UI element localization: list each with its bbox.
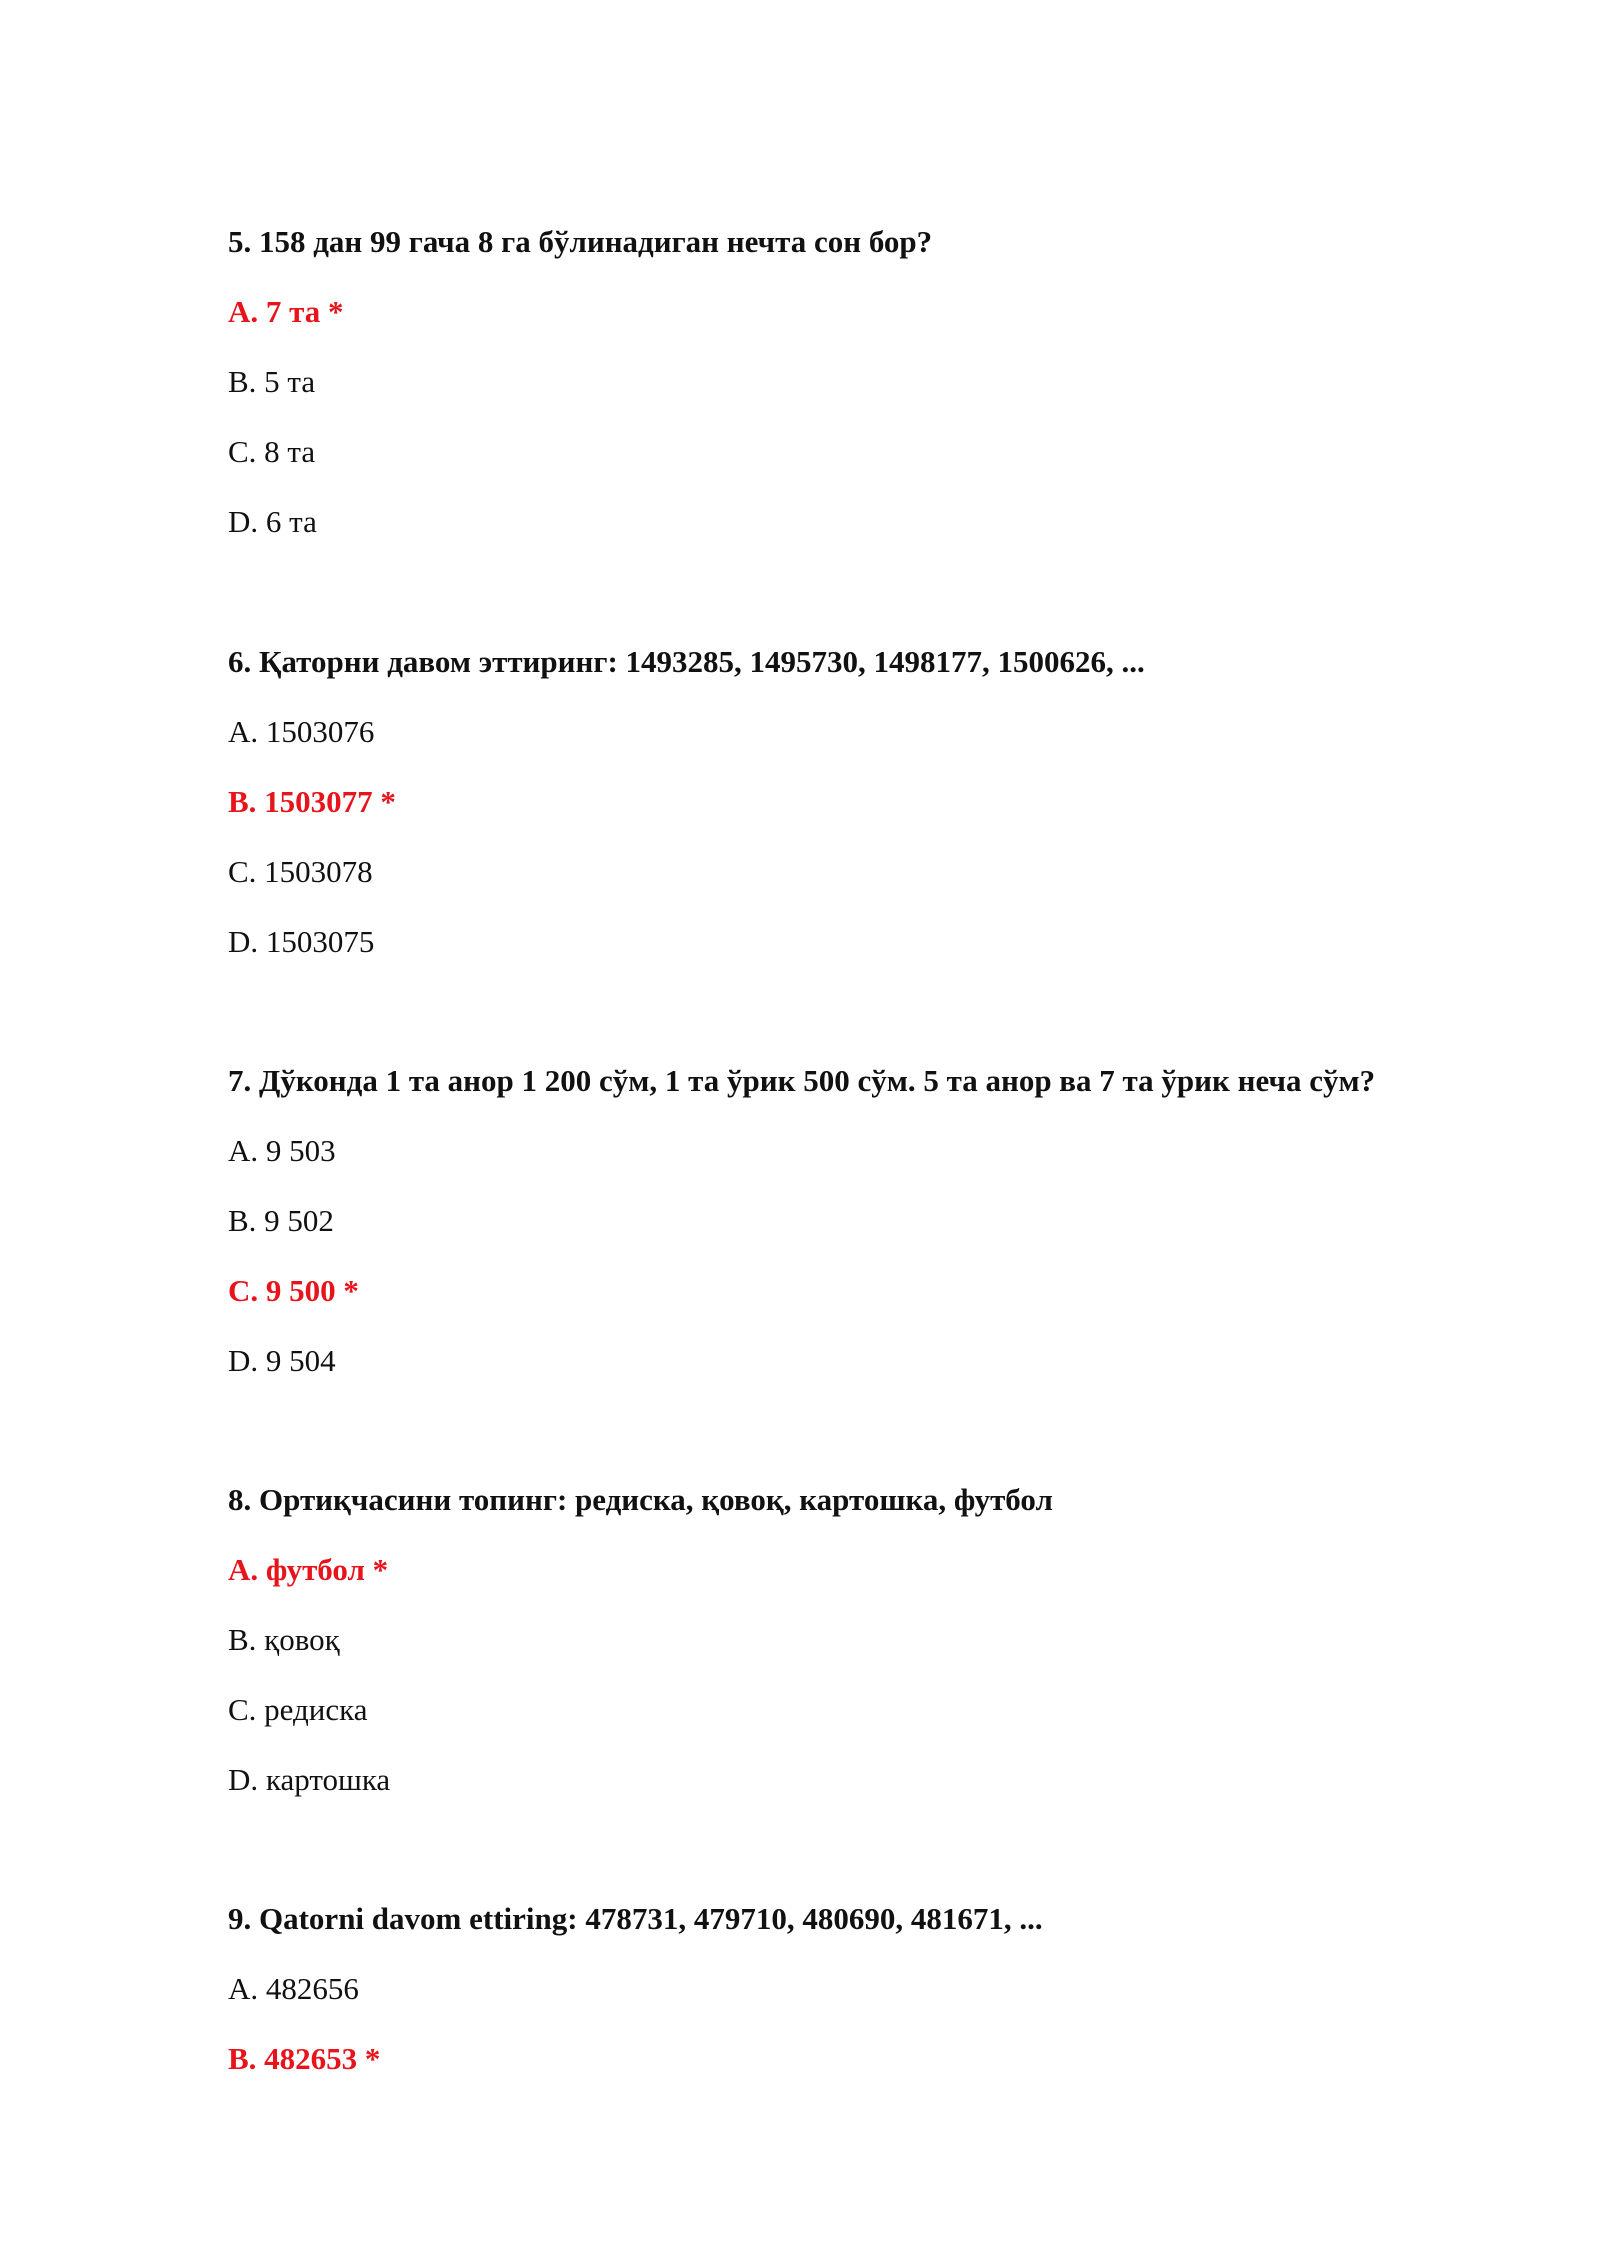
option-d: D. картошка <box>228 1762 391 1797</box>
option-c: C. 8 та <box>228 434 316 469</box>
option-d: D. 1503075 <box>228 924 375 959</box>
question-text: 9. Qatorni davom ettiring: 478731, 479710, 480690, 481671, ... <box>228 1901 1043 1936</box>
option-c: C. 9 500 * <box>228 1273 359 1308</box>
question-5 <box>228 222 932 542</box>
question-6 <box>228 642 1145 962</box>
option-b: B. 9 502 <box>228 1203 334 1238</box>
option-b: B. 5 та <box>228 364 316 399</box>
question-9 <box>228 1899 1043 2079</box>
option-b: B. қовоқ <box>228 1622 340 1657</box>
option-c: C. 1503078 <box>228 854 373 889</box>
option-d: D. 9 504 <box>228 1343 336 1378</box>
option-b: B. 482653 * <box>228 2041 381 2076</box>
option-c: C. редиска <box>228 1692 368 1727</box>
question-text: 6. Қаторни давом эттиринг: 1493285, 1495730, 1498177, 1500626, ... <box>228 644 1145 679</box>
question-text: 7. Дўконда 1 та анор 1 200 сўм, 1 та ўрик 500 сўм. 5 та анор ва 7 та ўрик неча сўм? <box>228 1063 1376 1098</box>
question-7 <box>228 1061 1375 1381</box>
question-8 <box>228 1480 1053 1800</box>
option-a: A. 9 503 <box>228 1133 336 1168</box>
option-d: D. 6 та <box>228 504 317 539</box>
question-text: 5. 158 дан 99 гача 8 га бўлинадиган нечта сон бор? <box>228 224 933 259</box>
question-text: 8. Ортиқчасини топинг: редиска, қовоқ, картошка, футбол <box>228 1482 1053 1517</box>
option-b: B. 1503077 * <box>228 784 396 819</box>
option-a: A. 482656 <box>228 1971 359 2006</box>
option-a: A. 1503076 <box>228 714 375 749</box>
option-a: A. футбол * <box>228 1552 389 1587</box>
option-a: A. 7 та * <box>228 294 344 329</box>
